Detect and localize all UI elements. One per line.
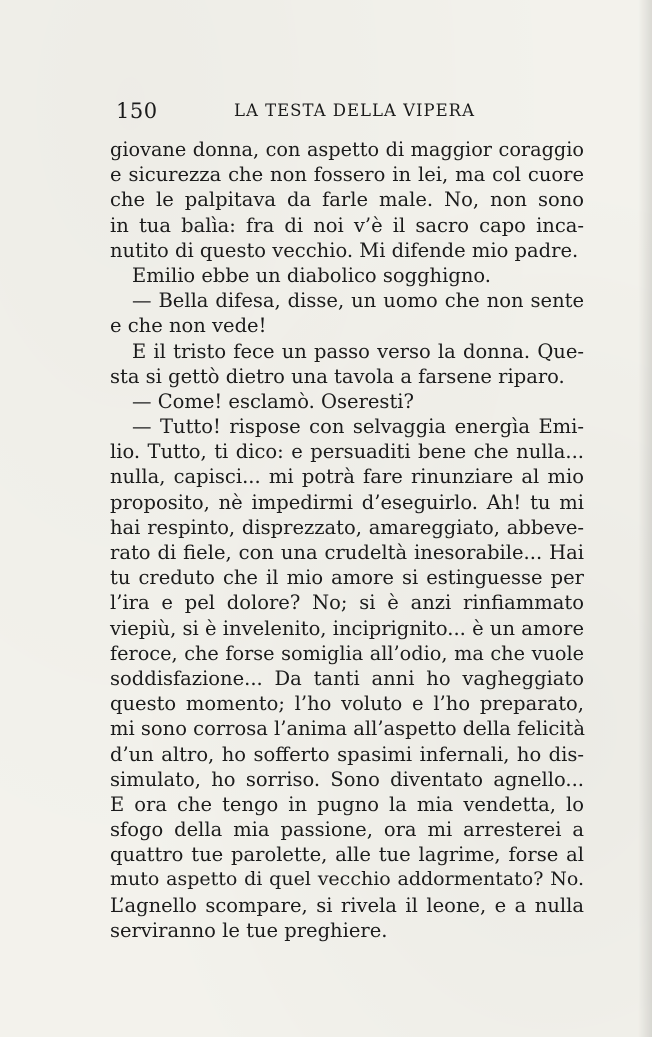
text-line: E il tristo fece un passo verso la donna. Que-: [132, 339, 584, 363]
text-line: proposito, nè impedirmi d’eseguirlo. Ah! tu mi: [110, 490, 584, 514]
text-line: sta si gettò dietro una tavola a farsene riparo.: [110, 364, 565, 388]
text-line: feroce, che forse somiglia all’odio, ma che vuole: [110, 641, 584, 665]
text-line: d’un altro, ho sofferto spasimi infernali, ho dis-: [110, 742, 584, 766]
text-line: questo momento; l’ho voluto e l’ho preparato,: [110, 692, 584, 716]
running-title: LA TESTA DELLA VIPERA: [234, 101, 476, 120]
text-line: — Bella difesa, disse, un uomo che non sente: [132, 289, 584, 313]
text-line: serviranno le tue preghiere.: [110, 918, 388, 942]
text-line: soddisfazione... Da tanti anni ho vagheggiato: [110, 666, 584, 690]
text-line: in tua balìa: fra di noi v’è il sacro capo inca-: [110, 213, 584, 237]
body-text: [110, 137, 584, 943]
text-line: sfogo della mia passione, ora mi arresterei a: [110, 818, 584, 842]
text-line: rato di fiele, con una crudeltà inesorabile... Hai: [110, 541, 584, 564]
text-line: L’agnello scompare, si rivela il leone, e a nulla: [110, 893, 584, 917]
running-header: [116, 96, 586, 126]
page-number: 150: [116, 99, 158, 123]
text-line: hai respinto, disprezzato, amareggiato, abbeve-: [110, 515, 584, 539]
text-line: — Come! esclamò. Oseresti?: [132, 389, 414, 413]
page-gutter-shadow: [638, 0, 652, 1037]
text-line: che le palpitava da farle male. No, non sono: [110, 188, 584, 212]
text-line: E ora che tengo in pugno la mia vendetta, lo: [110, 792, 584, 816]
text-line: viepiù, si è invelenito, inciprignito... è un amore: [110, 616, 584, 640]
text-line: giovane donna, con aspetto di maggior coraggio: [110, 138, 584, 161]
text-line: — Tutto! rispose con selvaggia energìa Emi-: [132, 415, 584, 439]
text-line: mi sono corrosa l’anima all’aspetto della felicità: [110, 717, 585, 741]
text-line: quattro tue parolette, alle tue lagrime, forse al: [110, 843, 584, 867]
text-line: nutito di questo vecchio. Mi difende mio padre.: [110, 238, 579, 262]
text-line: tu creduto che il mio amore si estinguesse per: [110, 566, 584, 590]
text-line: simulato, ho sorriso. Sono diventato agnello...: [110, 767, 584, 791]
text-line: nulla, capisci... mi potrà fare rinunziare al mio: [110, 465, 584, 489]
text-line: Emilio ebbe un diabolico sogghigno.: [132, 263, 491, 287]
text-line: muto aspetto di quel vecchio addormentato? No.: [110, 868, 584, 891]
text-line: l’ira e pel dolore? No; si è anzi rinfiammato: [110, 591, 584, 615]
text-line: e sicurezza che non fossero in lei, ma col cuore: [110, 163, 584, 187]
text-line: e che non vede!: [110, 314, 267, 338]
text-line: lio. Tutto, ti dico: e persuaditi bene che nulla...: [110, 440, 584, 464]
